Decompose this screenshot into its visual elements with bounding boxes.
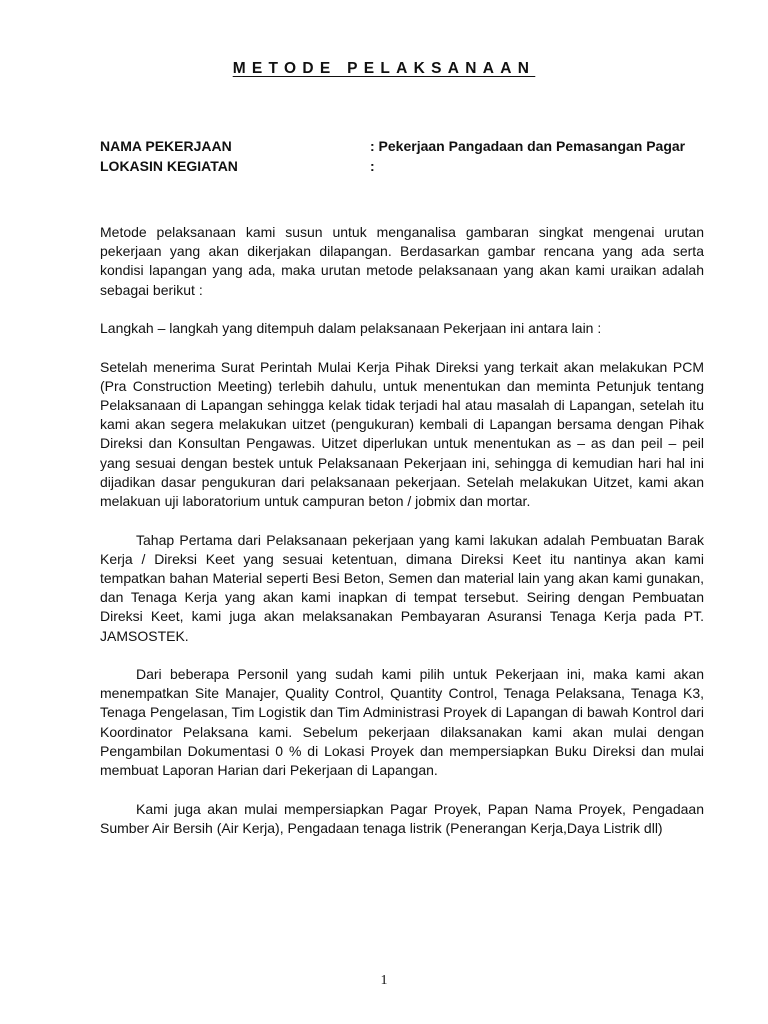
- info-label-job-name: NAMA PEKERJAAN: [100, 138, 232, 154]
- paragraph-first-stage: Tahap Pertama dari Pelaksanaan pekerjaan yang kami lakukan adalah Pembuatan Barak Kerja / Direksi Keet yang sesuai ketentuan, dimana Direksi Keet itu nantinya akan kami tempatkan bahan Material seperti Besi Beton, Semen dan material lain yang akan kami gunakan, dan Tenaga Kerja yang akan kami inapkan di tempat tersebut. Seiring dengan Pembuatan Direksi Keet, kami juga akan melaksanakan Pembayaran Asuransi Tenaga Kerja pada PT. JAMSOSTEK.: [100, 531, 704, 644]
- project-info: [100, 136, 720, 176]
- document-body: [100, 223, 704, 857]
- info-row-location: [100, 156, 720, 176]
- page-number: 1: [380, 973, 388, 988]
- document-title: METODE PELAKSANAAN: [232, 60, 536, 77]
- info-row-job-name: [100, 136, 720, 156]
- paragraph-preparation: Kami juga akan mulai mempersiapkan Pagar Proyek, Papan Nama Proyek, Pengadaan Sumber Air Bersih (Air Kerja), Pengadaan tenaga listrik (Penerangan Kerja,Daya Listrik dll): [100, 800, 704, 836]
- paragraph-steps-heading: Langkah – langkah yang ditempuh dalam pelaksanaan Pekerjaan ini antara lain :: [100, 320, 602, 337]
- info-value-job-name: : Pekerjaan Pangadaan dan Pemasangan Pagar: [370, 138, 686, 154]
- paragraph-personnel: Dari beberapa Personil yang sudah kami pilih untuk Pekerjaan ini, maka kami akan menempatkan Site Manajer, Quality Control, Quantity Control, Tenaga Pelaksana, Tenaga K3, Tenaga Pengelasan, Tim Logistik dan Tim Administrasi Proyek di Lapangan di bawah Kontrol dari Koordinator Pelaksana kami. Sebelum pekerjaan dilaksanakan kami akan mulai dengan Pengambilan Dokumentasi 0 % di Lokasi Proyek dan mempersiapkan Buku Direksi dan mulai membuat Laporan Harian dari Pekerjaan di Lapangan.: [100, 666, 704, 779]
- paragraph-pcm: Setelah menerima Surat Perintah Mulai Kerja Pihak Direksi yang terkait akan melakukan PCM (Pra Construction Meeting) terlebih dahulu, untuk menentukan dan meminta Petunjuk tentang Pelaksanaan di Lapangan sehingga kelak tidak terjadi hal atau masalah di Lapangan, setelah itu kami akan segera melakukan uitzet (pengukuran) kembali di Lapangan bersama dengan Pihak Direksi dan Konsultan Pengawas. Uitzet diperlukan untuk menentukan as – as dan peil – peil yang sesuai dengan bestek untuk Pelaksanaan Pekerjaan ini, sehingga di kemudian hari hal ini dijadikan dasar pengukuran dari pelaksanaan pekerjaan. Setelah melakukan Uitzet, kami akan melakuan uji laboratorium untuk campuran beton / jobmix dan mortar.: [100, 358, 704, 510]
- info-value-location: :: [370, 158, 375, 174]
- paragraph-intro: Metode pelaksanaan kami susun untuk menganalisa gambaran singkat mengenai urutan pekerjaan yang akan dikerjakan dilapangan. Berdasarkan gambar rencana yang ada serta kondisi lapangan yang ada, maka urutan metode pelaksanaan yang akan kami uraikan adalah sebagai berikut :: [100, 224, 704, 298]
- info-label-location: LOKASIN KEGIATAN: [100, 158, 238, 174]
